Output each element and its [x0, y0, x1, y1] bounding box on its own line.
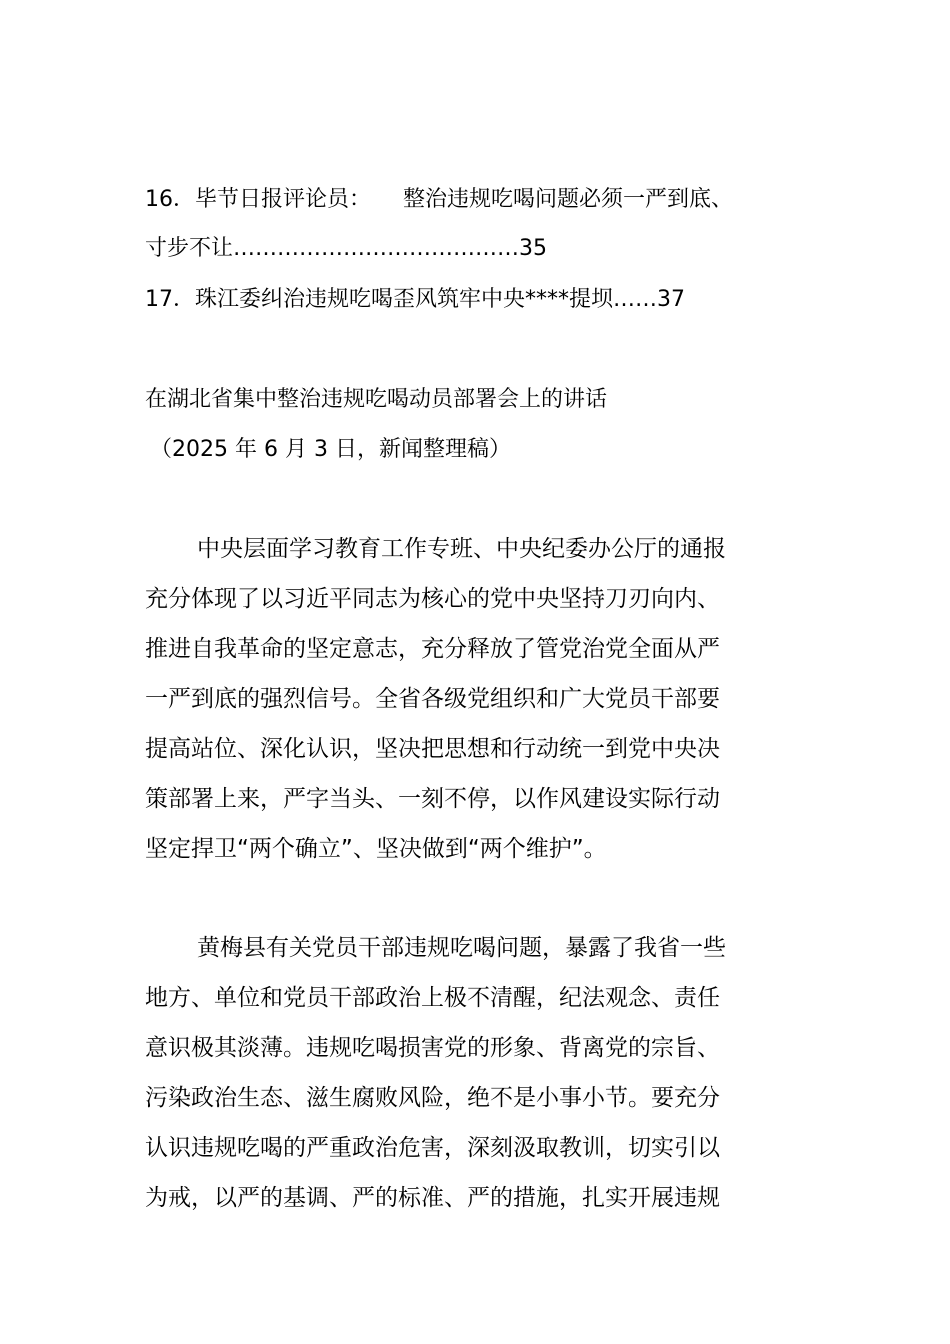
paragraph-line: 坚定捍卫“两个确立”、坚决做到“两个维护”。: [145, 836, 607, 862]
paragraph-line: 充分体现了以习近平同志为核心的党中央坚持刀刃向内、: [145, 586, 720, 612]
paragraph-line: 地方、单位和党员干部政治上极不清醒，纪法观念、责任: [145, 985, 720, 1011]
paragraph-line: 一严到底的强烈信号。全省各级党组织和广大党员干部要: [145, 686, 720, 712]
paragraph-line: 提高站位、深化认识，坚决把思想和行动统一到党中央决: [145, 736, 720, 762]
paragraph-line: 推进自我革命的坚定意志，充分释放了管党治党全面从严: [145, 636, 720, 662]
article-title: 在湖北省集中整治违规吃喝动员部署会上的讲话: [145, 387, 608, 412]
paragraph-line: 中央层面学习教育工作专班、中央纪委办公厅的通报: [197, 536, 726, 562]
paragraph-line: 为戒，以严的基调、严的标准、严的措施，扎实开展违规: [145, 1185, 720, 1211]
paragraph-line: 黄梅县有关党员干部违规吃喝问题，暴露了我省一些: [197, 935, 726, 961]
toc-item-16-continuation[interactable]: 寸步不让…………………………………35: [145, 236, 547, 261]
paragraph-line: 污染政治生态、滋生腐败风险，绝不是小事小节。要充分: [145, 1085, 720, 1111]
paragraph-line: 意识极其淡薄。违规吃喝损害党的形象、背离党的宗旨、: [145, 1035, 720, 1061]
paragraph-line: 策部署上来，严字当头、一刻不停，以作风建设实际行动: [145, 786, 720, 812]
toc-item-16-title: 整治违规吃喝问题必须一严到底、: [403, 187, 734, 212]
toc-item-16[interactable]: [145, 185, 733, 215]
toc-item-16-label: 16．毕节日报评论员：: [145, 187, 371, 212]
article-subtitle: （2025 年 6 月 3 日，新闻整理稿）: [150, 437, 511, 462]
paragraph-line: 认识违规吃喝的严重政治危害，深刻汲取教训，切实引以: [145, 1135, 720, 1161]
toc-item-17[interactable]: 17．珠江委纠治违规吃喝歪风筑牢中央****提坝……37: [145, 287, 685, 312]
